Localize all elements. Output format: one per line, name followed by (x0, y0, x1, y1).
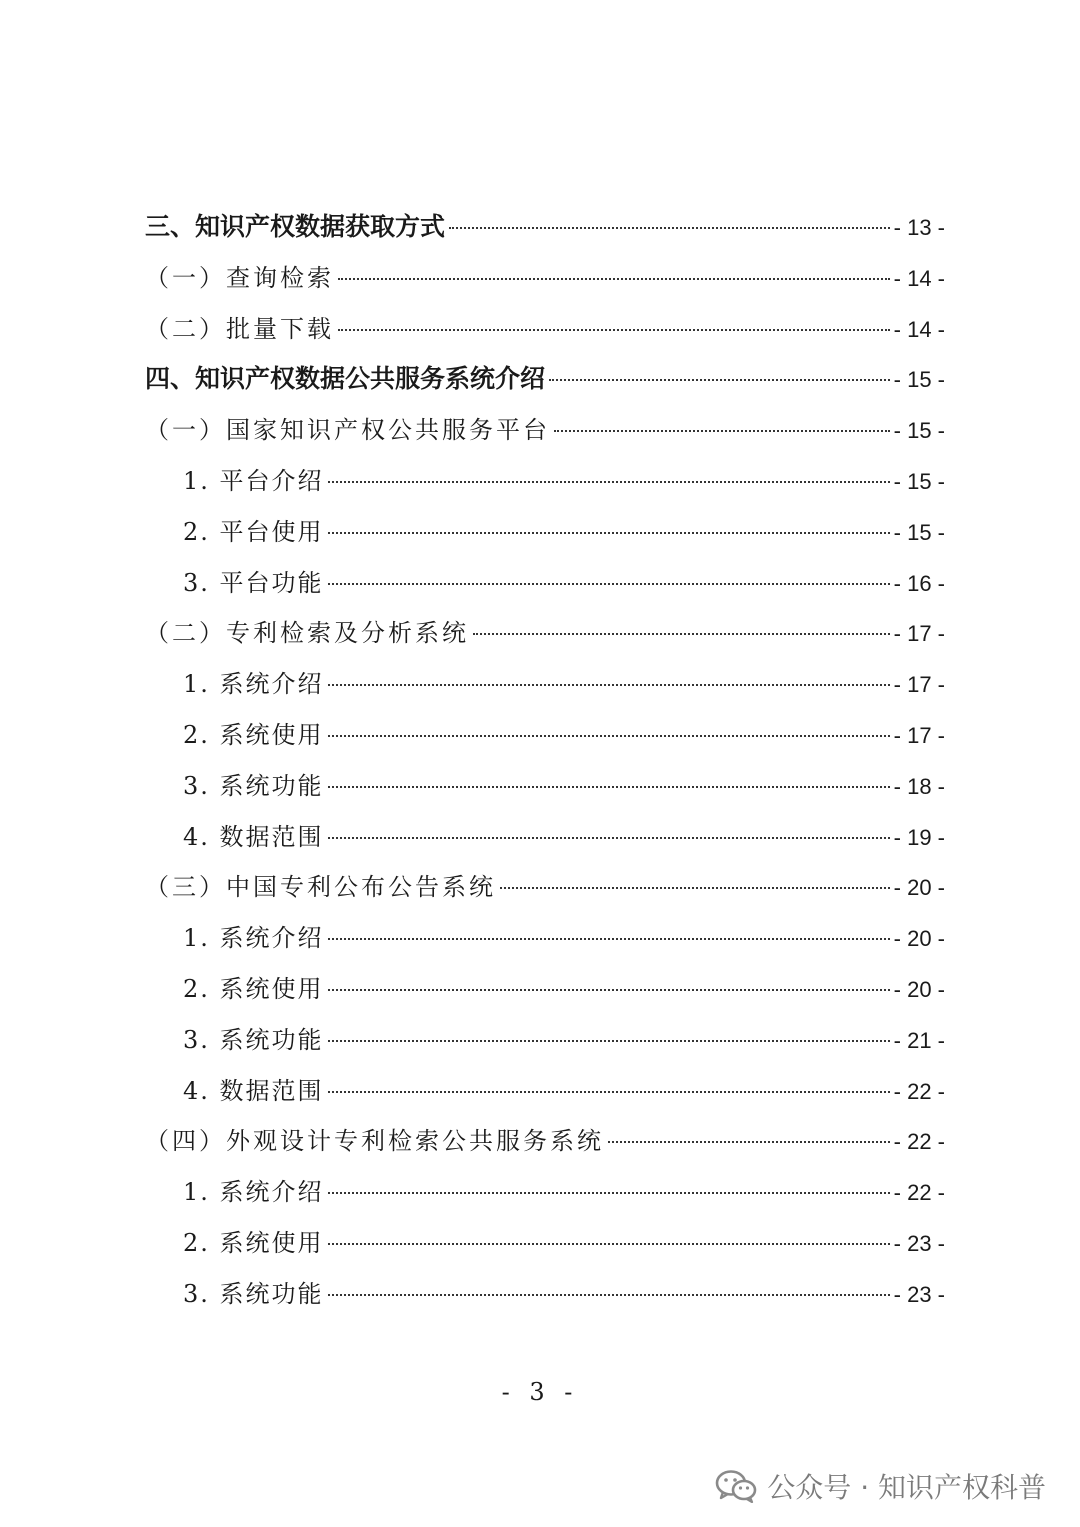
toc-entry (145, 1269, 945, 1320)
toc-entry-title: （二）批量下载 (145, 314, 334, 343)
toc-entry-title: 1. 系统介绍 (183, 670, 324, 699)
toc-leader-dots (449, 227, 890, 229)
toc-leader-dots (328, 1091, 890, 1093)
toc-leader-dots (554, 430, 890, 432)
toc-entry-page: - 15 - (893, 468, 945, 494)
toc-entry (145, 558, 945, 609)
toc-entry-title: 2. 系统使用 (183, 720, 324, 749)
toc-entry-page: - 16 - (893, 570, 945, 596)
toc-entry (145, 1066, 945, 1117)
toc-entry-page: - 20 - (893, 976, 945, 1002)
toc-leader-dots (328, 786, 890, 788)
toc-entry (145, 761, 945, 812)
toc-entry-page: - 15 - (893, 418, 945, 444)
toc-entry-page: - 17 - (893, 722, 945, 748)
toc-entry (145, 456, 945, 507)
toc-entry-title: 2. 系统使用 (183, 974, 324, 1003)
toc-leader-dots (473, 633, 890, 635)
toc-entry-title: 3. 系统功能 (183, 1279, 324, 1308)
toc-entry-title: （三）中国专利公布公告系统 (145, 873, 496, 902)
toc-leader-dots (608, 1141, 890, 1143)
toc-entry-title: 1. 平台介绍 (183, 466, 324, 495)
toc-entry-title: 3. 平台功能 (183, 568, 324, 597)
toc-entry-page: - 22 - (893, 1129, 945, 1155)
toc-leader-dots (338, 329, 890, 331)
toc-entry-title: 3. 系统功能 (183, 771, 324, 800)
toc-entry-title: （一）查询检索 (145, 263, 334, 292)
toc-entry-title: 1. 系统介绍 (183, 1178, 324, 1207)
toc-entry (145, 1218, 945, 1269)
toc-leader-dots (328, 532, 890, 534)
toc-leader-dots (328, 735, 890, 737)
toc-entry-page: - 22 - (893, 1180, 945, 1206)
page-number: - 3 - (501, 1378, 579, 1406)
toc-entry (145, 354, 945, 405)
toc-leader-dots (328, 1243, 890, 1245)
toc-leader-dots (328, 1294, 890, 1296)
toc-entry (145, 1167, 945, 1218)
toc-entry (145, 202, 945, 253)
toc-entry (145, 812, 945, 863)
toc-entry (145, 253, 945, 304)
toc-leader-dots (328, 938, 890, 940)
toc-entry-page: - 23 - (893, 1281, 945, 1307)
toc-entry-page: - 17 - (893, 672, 945, 698)
toc-leader-dots (328, 837, 890, 839)
toc-entry-page: - 22 - (893, 1078, 945, 1104)
toc-entry-page: - 18 - (893, 773, 945, 799)
toc-entry (145, 507, 945, 558)
toc-entry-title: 四、知识产权数据公共服务系统介绍 (145, 364, 546, 394)
toc-entry (145, 913, 945, 964)
toc-entry-page: - 17 - (893, 621, 945, 647)
toc-leader-dots (500, 887, 890, 889)
toc-entry (145, 659, 945, 710)
watermark-text: 公众号 · 知识产权科普 (767, 1471, 1046, 1504)
toc-entry-title: 三、知识产权数据获取方式 (145, 212, 446, 241)
toc-entry-title: （四）外观设计专利检索公共服务系统 (145, 1127, 604, 1156)
toc-entry-title: 2. 系统使用 (183, 1228, 324, 1257)
toc-entry (145, 304, 945, 355)
toc-leader-dots (328, 583, 890, 585)
toc-entry (145, 862, 945, 913)
toc-entry-title: （二）专利检索及分析系统 (145, 619, 469, 648)
toc-entry-page: - 20 - (893, 875, 945, 901)
toc-entry (145, 710, 945, 761)
toc-leader-dots (328, 1192, 890, 1194)
toc-leader-dots (328, 684, 890, 686)
toc-entry (145, 964, 945, 1015)
wechat-icon (715, 1469, 757, 1503)
toc-entry-page: - 15 - (893, 519, 945, 545)
toc-entry-page: - 14 - (893, 265, 945, 291)
toc-entry (145, 1015, 945, 1066)
toc-entry-title: 3. 系统功能 (183, 1025, 324, 1054)
toc-entry (145, 1116, 945, 1167)
table-of-contents (145, 202, 945, 1320)
toc-entry-title: 1. 系统介绍 (183, 924, 324, 953)
toc-entry-page: - 23 - (893, 1230, 945, 1256)
toc-entry-page: - 14 - (893, 316, 945, 342)
toc-entry (145, 608, 945, 659)
toc-entry-title: 2. 平台使用 (183, 517, 324, 546)
toc-entry-page: - 13 - (893, 215, 945, 240)
watermark (715, 1466, 1046, 1506)
toc-entry (145, 405, 945, 456)
toc-leader-dots (328, 1040, 890, 1042)
toc-leader-dots (328, 989, 890, 991)
toc-entry-page: - 15 - (893, 367, 945, 393)
toc-leader-dots (328, 481, 890, 483)
toc-entry-title: 4. 数据范围 (183, 1076, 324, 1105)
toc-entry-page: - 20 - (893, 926, 945, 952)
toc-entry-title: 4. 数据范围 (183, 822, 324, 851)
toc-leader-dots (338, 278, 890, 280)
toc-entry-title: （一）国家知识产权公共服务平台 (145, 416, 550, 445)
toc-entry-page: - 21 - (893, 1027, 945, 1053)
toc-entry-page: - 19 - (893, 824, 945, 850)
toc-leader-dots (549, 379, 890, 381)
